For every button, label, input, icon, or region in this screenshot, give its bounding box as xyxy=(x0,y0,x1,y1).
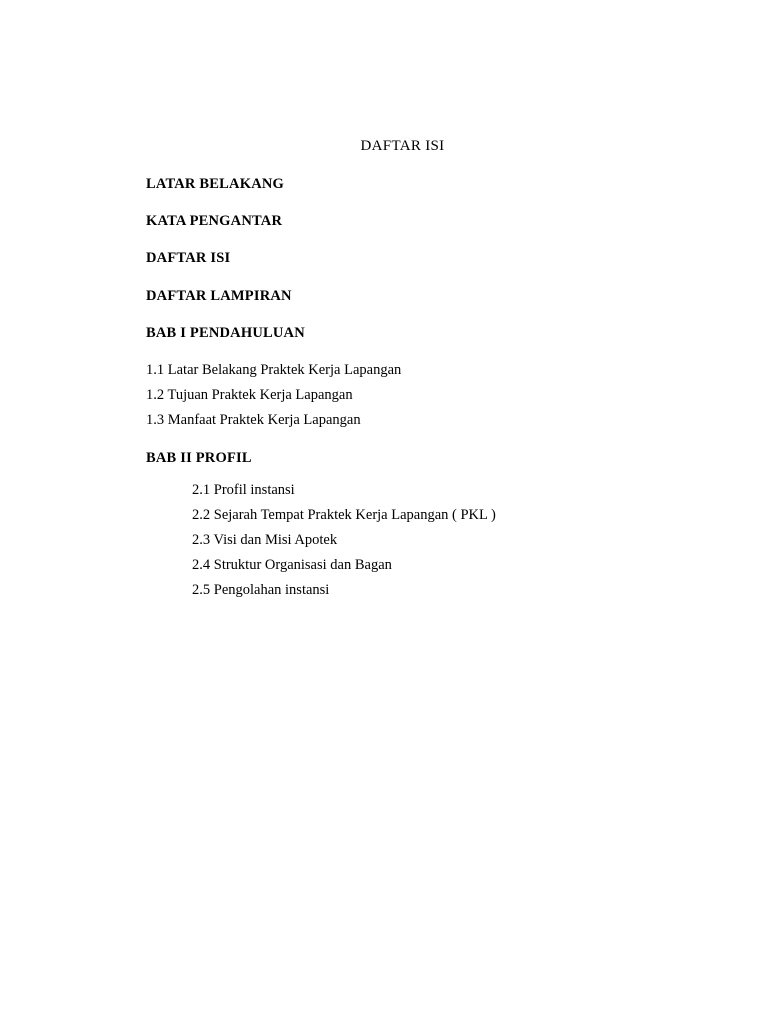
bab1-item: 1.2 Tujuan Praktek Kerja Lapangan xyxy=(146,387,353,403)
bab2-item: 2.3 Visi dan Misi Apotek xyxy=(192,532,338,548)
toc-entry-daftar-isi: DAFTAR ISI xyxy=(146,250,231,266)
toc-entry-kata-pengantar: KATA PENGANTAR xyxy=(146,213,283,229)
toc-entry-latar-belakang: LATAR BELAKANG xyxy=(146,176,285,192)
bab2-item: 2.1 Profil instansi xyxy=(192,482,295,498)
bab2-heading: BAB II PROFIL xyxy=(146,450,252,466)
bab2-item: 2.4 Struktur Organisasi dan Bagan xyxy=(192,557,392,573)
bab1-item: 1.1 Latar Belakang Praktek Kerja Lapangan xyxy=(146,362,402,378)
bab1-heading: BAB I PENDAHULUAN xyxy=(146,325,305,341)
bab2-item: 2.2 Sejarah Tempat Praktek Kerja Lapangan ( PKL ) xyxy=(192,507,496,523)
page-title: DAFTAR ISI xyxy=(360,138,445,154)
toc-entry-daftar-lampiran: DAFTAR LAMPIRAN xyxy=(146,288,292,304)
bab1-item: 1.3 Manfaat Praktek Kerja Lapangan xyxy=(146,412,361,428)
bab2-item: 2.5 Pengolahan instansi xyxy=(192,582,330,598)
